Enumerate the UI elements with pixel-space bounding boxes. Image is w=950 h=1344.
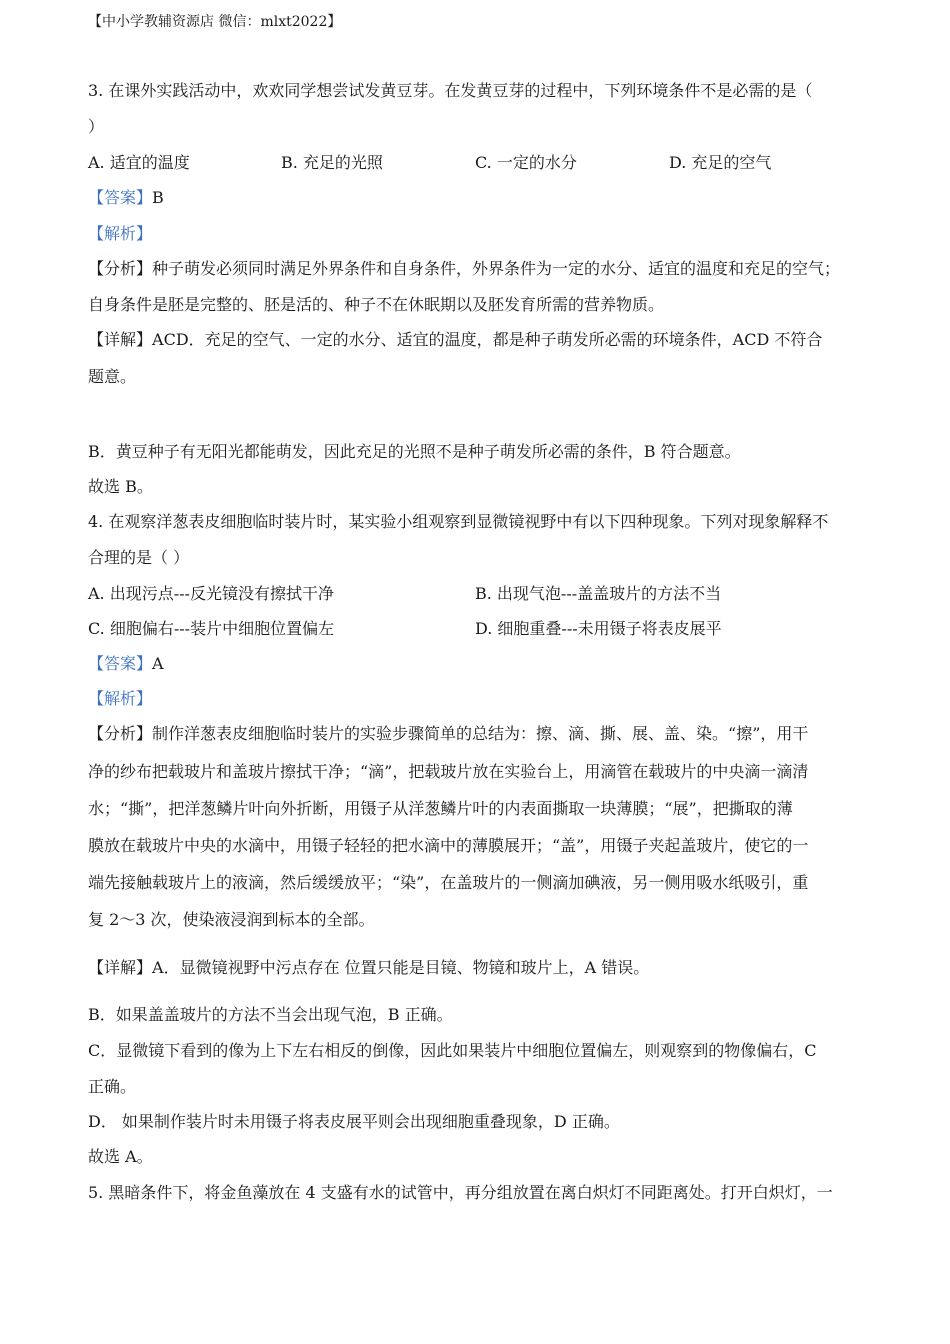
q3-answer-tag: 【答案】 [88,188,153,207]
q3-stem-line-1: 3. 在课外实践活动中，欢欢同学想尝试发黄豆芽。在发黄豆芽的过程中，下列环境条件不是必需的是（ [88,81,813,100]
q3-fenxi-line-2: 自身条件是胚是完整的、胚是活的、种子不在休眠期以及胚发育所需的营养物质。 [88,295,665,314]
q4-analysis-tag: 【解析】 [88,689,153,708]
q3-answer [88,187,164,209]
q4-option-b: B. 出现气泡---盖盖玻片的方法不当 [475,584,722,603]
q4-option-c: C. 细胞偏右---装片中细胞位置偏左 [88,619,335,638]
q4-option-d: D. 细胞重叠---未用镊子将表皮展平 [475,619,722,638]
q4-stem-line-2: 合理的是（ ） [88,548,190,567]
q4-answer-value: A [152,654,164,673]
q4-answer-tag: 【答案】 [88,654,153,673]
q3-option-d: D. 充足的空气 [669,153,772,172]
q4-fenxi-line-6: 复 2～3 次，使染液浸润到标本的全部。 [88,910,375,929]
q4-fenxi-line-2: 净的纱布把载玻片和盖玻片擦拭干净；“滴”，把载玻片放在实验台上，用滴管在载玻片的中央滴一滴清 [88,762,809,781]
q3-answer-value: B [152,188,164,207]
q3-option-c: C. 一定的水分 [475,153,577,172]
q4-answer [88,653,164,675]
q4-xiangjie-c-line-1: C．显微镜下看到的像为上下左右相反的倒像，因此如果装片中细胞位置偏左，则观察到的物像偏右，C [88,1041,817,1060]
q3-conclusion: 故选 B。 [88,477,153,496]
q4-xiangjie-a [88,957,649,979]
q4-xiangjie-b: B．如果盖盖玻片的方法不当会出现气泡，B 正确。 [88,1005,453,1024]
q3-fenxi-line-1 [88,258,840,280]
q3-xiangjie-line-2: 题意。 [88,367,137,386]
q4-xiangjie-text-a: A．显微镜视野中污点存在 位置只能是目镜、物镜和玻片上，A 错误。 [152,958,650,977]
q4-fenxi-line-5: 端先接触载玻片上的液滴，然后缓缓放平；“染”，在盖玻片的一侧滴加碘液，另一侧用吸水纸吸引，重 [88,873,809,892]
q4-xiangjie-c-line-2: 正确。 [88,1077,137,1096]
q4-fenxi-tag: 【分析】 [88,724,153,743]
q4-xiangjie-d: D． 如果制作装片时未用镊子将表皮展平则会出现细胞重叠现象，D 正确。 [88,1112,620,1131]
q3-stem-line-2: ） [88,117,105,136]
q4-fenxi-line-4: 膜放在载玻片中央的水滴中，用镊子轻轻的把水滴中的薄膜展开；“盖”，用镊子夹起盖玻片，使它的一 [88,836,809,855]
q3-xiangjie-tag: 【详解】 [88,330,153,349]
q4-fenxi-text-1: 制作洋葱表皮细胞临时装片的实验步骤简单的总结为：擦、滴、撕、展、盖、染。“擦”，用干 [152,724,809,743]
q4-fenxi-line-1 [88,723,808,745]
q3-fenxi-text-1: 种子萌发必须同时满足外界条件和自身条件，外界条件为一定的水分、适宜的温度和充足的空气； [152,259,841,278]
q3-analysis-tag: 【解析】 [88,224,153,243]
q3-option-b: B. 充足的光照 [281,153,383,172]
q3-fenxi-tag: 【分析】 [88,259,153,278]
q5-stem-line-1: 5. 黑暗条件下，将金鱼藻放在 4 支盛有水的试管中，再分组放置在离白炽灯不同距离处。打开白炽灯，一 [88,1183,833,1202]
q4-fenxi-line-3: 水；“撕”，把洋葱鳞片叶向外折断，用镊子从洋葱鳞片叶的内表面撕取一块薄膜；“展”，把撕取的薄 [88,799,793,818]
q4-conclusion: 故选 A。 [88,1147,153,1166]
q3-xiangjie-line-1 [88,329,822,351]
q3-b-explanation: B．黄豆种子有无阳光都能萌发，因此充足的光照不是种子萌发所必需的条件，B 符合题意。 [88,442,741,461]
q4-xiangjie-tag: 【详解】 [88,958,153,977]
q3-xiangjie-text-1: ACD．充足的空气、一定的水分、适宜的温度，都是种子萌发所必需的环境条件，ACD 不符合 [152,330,823,349]
q3-option-a: A. 适宜的温度 [88,153,190,172]
q4-stem-line-1: 4. 在观察洋葱表皮细胞临时装片时，某实验小组观察到显微镜视野中有以下四种现象。下列对现象解释不 [88,512,829,531]
q4-option-a: A. 出现污点---反光镜没有擦拭干净 [88,584,334,603]
page-header: 【中小学教辅资源店 微信：mlxt2022】 [88,14,342,30]
